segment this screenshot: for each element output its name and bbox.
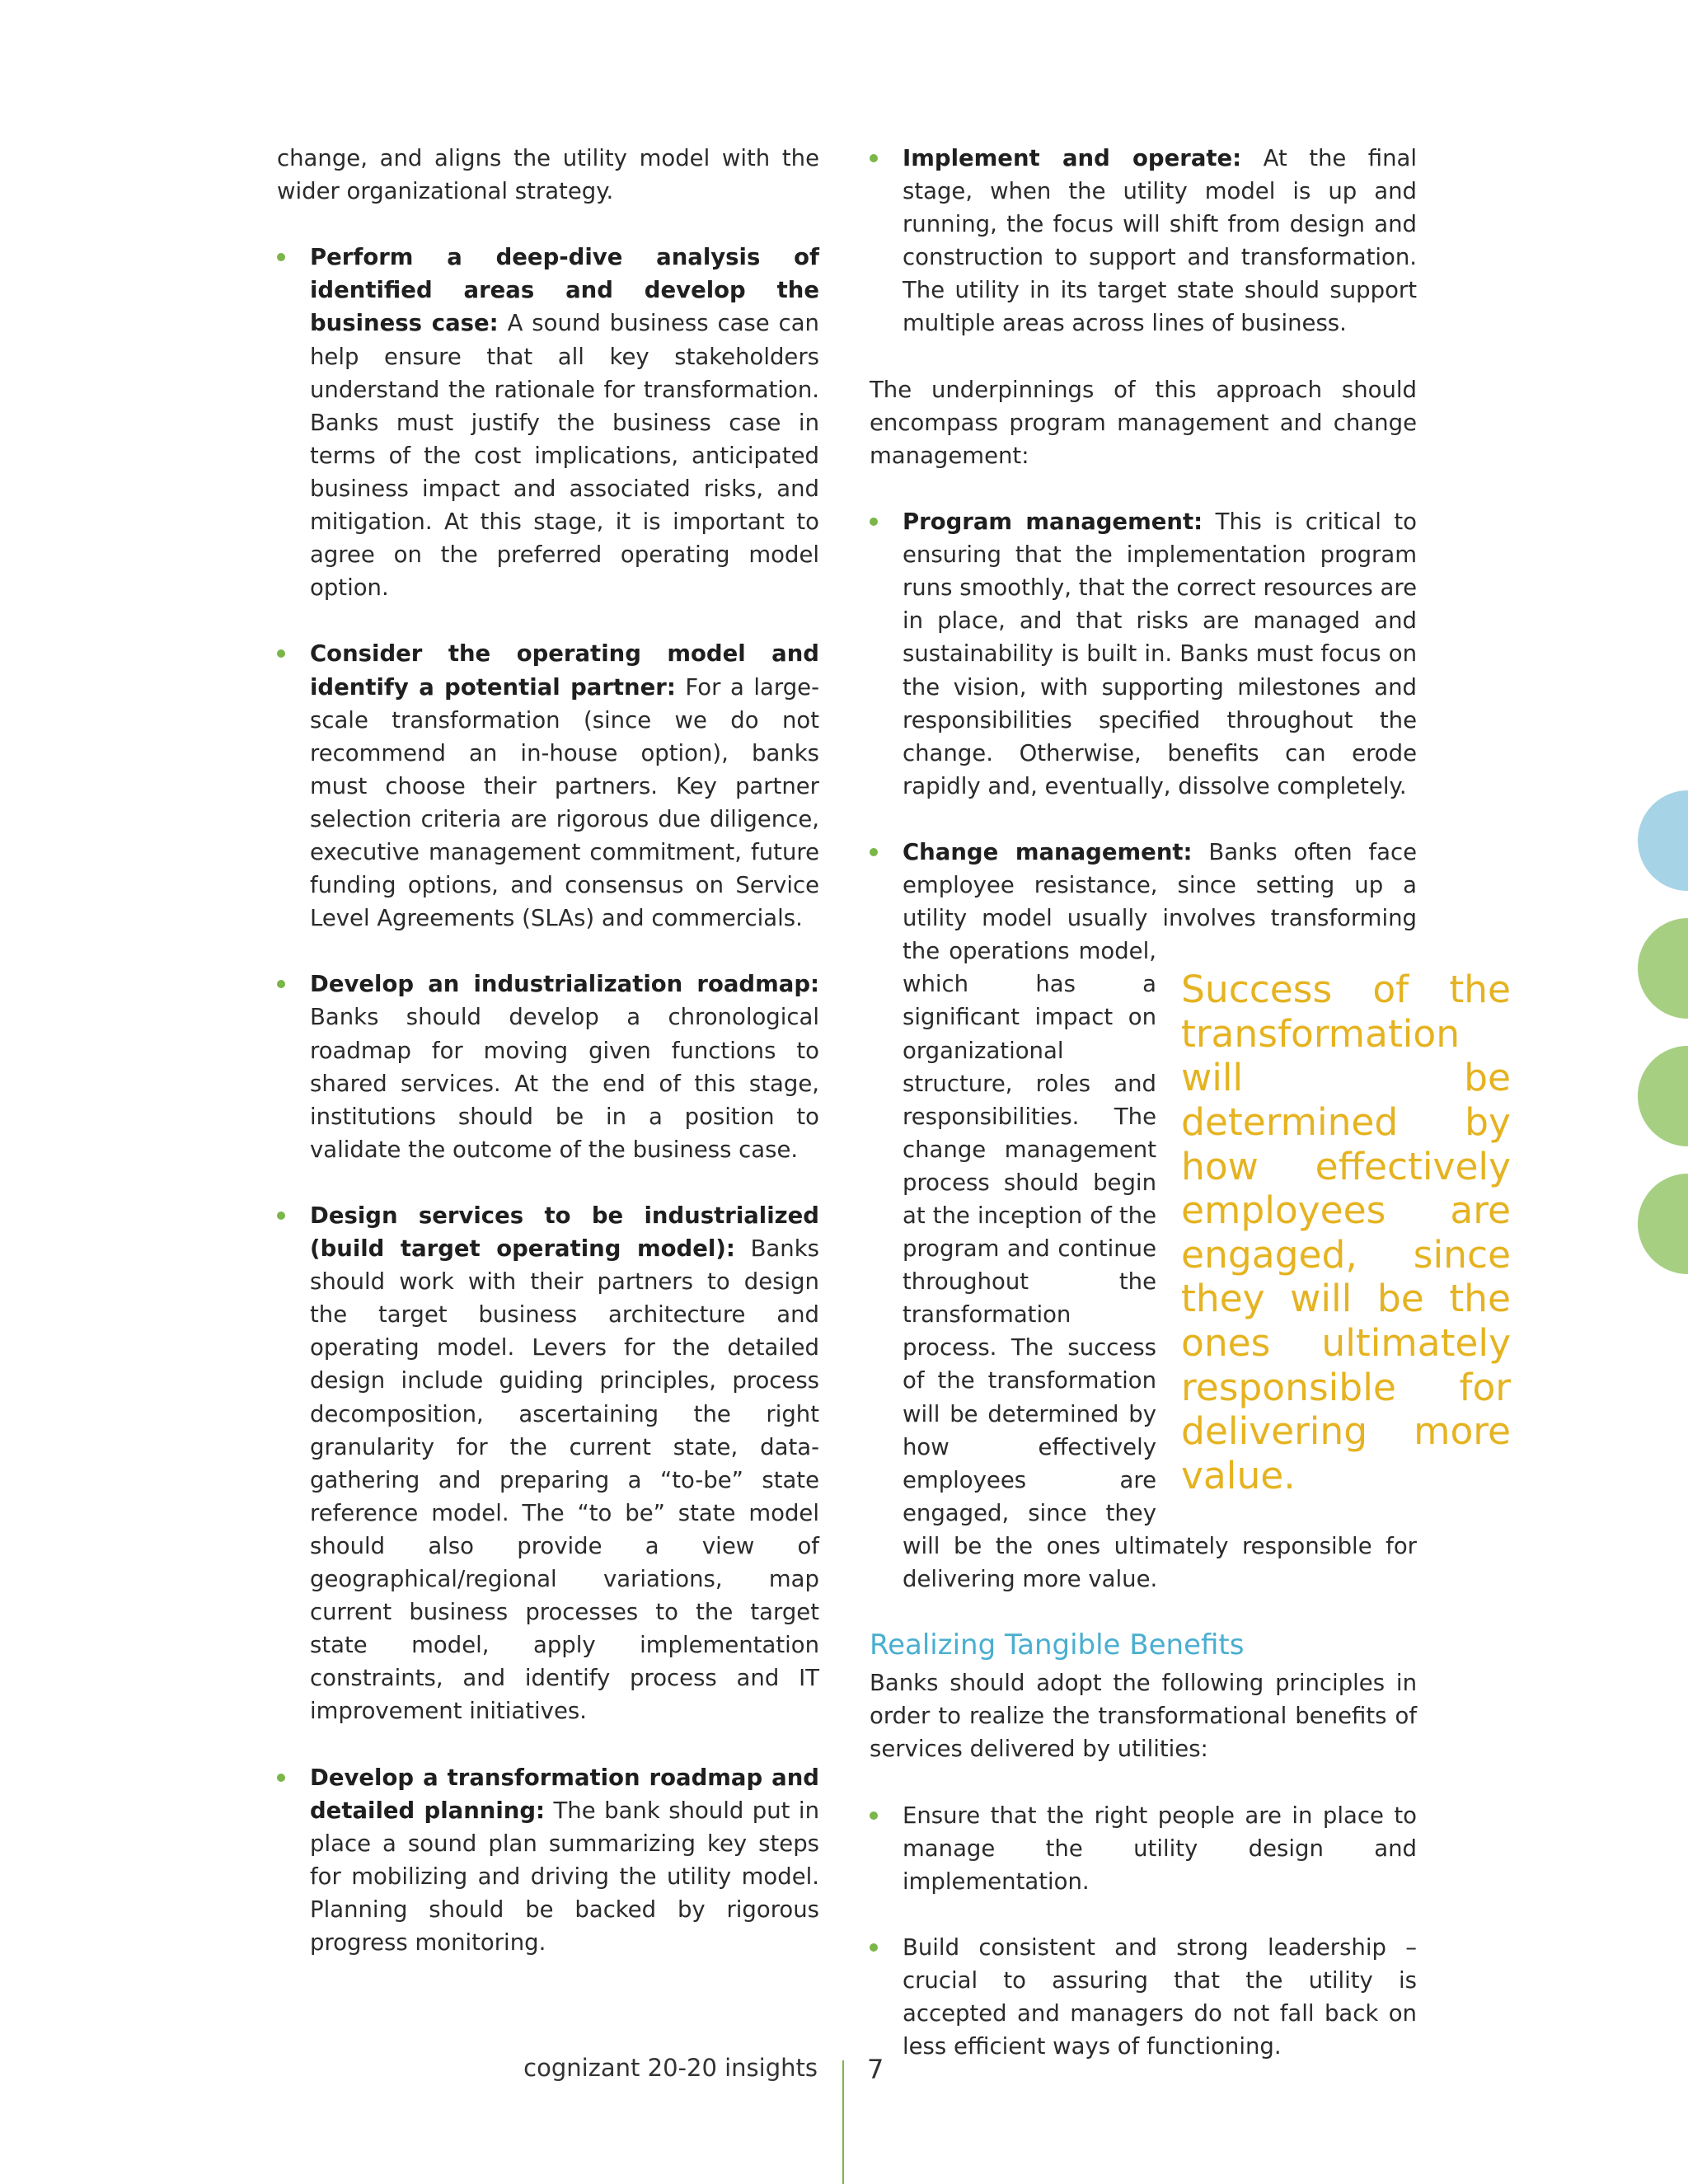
bullet-title: Develop an industrialization roadmap: xyxy=(310,971,819,998)
section-intro: Banks should adopt the following principles in order to realize the transformational benefits of services delivered by utilities: xyxy=(870,1670,1417,1763)
list-item xyxy=(277,968,819,1166)
pull-quote xyxy=(1181,968,1511,1497)
bullet-title: Design services to be industrialized (build target operating model): xyxy=(310,1202,819,1263)
footer-publication: cognizant 20-20 insights xyxy=(523,2054,818,2082)
bullet-title: Change management: xyxy=(903,838,1193,865)
tab-circle-green xyxy=(1638,1046,1688,1146)
bullet-body: For a large-scale transformation (since we do not recommend an in-house option), banks must choose their partners. Key partner selection criteria are rigorous due diligence, executive management commitment, future funding options, and consensus on Service Level Agreements (SLAs) and commercials. xyxy=(310,673,819,932)
bullet-body-start: Banks often face employee resistance, since setting up a utility model usually involves xyxy=(903,838,1417,932)
footer-divider xyxy=(842,2060,844,2184)
left-column xyxy=(277,142,819,1992)
list-item xyxy=(277,1761,819,1960)
bullet-body: A sound business case can help ensure that all key stakeholders understand the rationale for transformation. Banks must justify the business case in terms of the cost implications, anticipated business impact and associated risks, and mitigation. At this stage, it is important to agree on the preferred operating model option. xyxy=(310,310,819,602)
bullet-body: At the final stage, when the utility model is up and running, the focus will shift from design and construction to support and transformation. The utility in its target state should support multiple areas across lines of business. xyxy=(903,145,1418,337)
bullet-title: Consider the operating model and identify a potential partner: xyxy=(310,640,819,701)
list-item xyxy=(277,637,819,935)
bullet-title: Implement and operate: xyxy=(903,145,1242,171)
list-item-principle: Build consistent and strong leadership – crucial to assuring that the utility is accepted and managers do not fall back on less efficient ways of functioning. xyxy=(870,1931,1417,2063)
list-item xyxy=(277,1199,819,1728)
tab-circle-blue xyxy=(1638,790,1688,891)
bullet-body: The bank should put in place a sound plan summarizing key steps for mobilizing and driving the utility model. Planning should be backed by rigorous progress monitoring. xyxy=(310,1797,819,1957)
bullet-title: Program management: xyxy=(903,509,1203,536)
bullet-body: Banks should work with their partners to design the target business architecture and operating model. Levers for the detailed design include guiding principles, process decomposition, ascertaining the right granularity for the current state, data-gathering and preparing a “to-be” state reference model. The “to be” state model should also provide a view of geographical/regional variations, map current business processes to the target state model, apply implementation constraints, and identify process and IT improvement initiatives. xyxy=(310,1235,819,1725)
pull-quote-text: Success of the transformation will be determined by how effectively employees are engaged, since they will be the ones ultimately responsible for delivering more value. xyxy=(1181,968,1511,1497)
list-item-principle: Ensure that the right people are in place to manage the utility design and implementation. xyxy=(870,1799,1417,1898)
list-item-change-management xyxy=(870,836,1511,1596)
list-item xyxy=(277,241,819,604)
list-item-implement xyxy=(870,142,1417,340)
right-column xyxy=(870,142,1511,2096)
page-number: 7 xyxy=(867,2054,884,2085)
bullet-body: This is critical to ensuring that the implementation program runs smoothly, that the correct resources are in place, and that risks are managed and sustainability is built in. Banks must focus on the vision, with supporting milestones and responsibilities specified throughout the change. Otherwise, benefits can erode rapidly and, eventually, dissolve completely. xyxy=(903,509,1417,799)
tab-circle-green xyxy=(1638,1174,1688,1274)
underpinnings-paragraph: The underpinnings of this approach should encompass program management and change management: xyxy=(870,376,1417,469)
left-intro: change, and aligns the utility model with the wider organizational strategy. xyxy=(277,145,819,205)
bullet-body-rest: transforming the operations model, which has a significant impact on organizational structure, roles and responsibilities. The change management process should begin at the inception of the program and continue throughout the transformation process. The success of the transformation will be determined by how effectively employees are engaged, since they will be the ones ultimately responsible for delivering more value. xyxy=(903,905,1417,1593)
bullet-title: Develop a transformation roadmap and detailed planning: xyxy=(310,1764,819,1824)
list-item-program-management xyxy=(870,505,1417,803)
bullet-title: Perform a deep-dive analysis of identified areas and develop the business case: xyxy=(310,244,819,337)
tab-circle-green xyxy=(1638,918,1688,1019)
bullet-body: Banks should develop a chronological roadmap for moving given functions to shared services. At the end of this stage, institutions should be in a position to validate the outcome of the business case. xyxy=(310,1004,819,1163)
section-heading: Realizing Tangible Benefits xyxy=(870,1629,1245,1662)
